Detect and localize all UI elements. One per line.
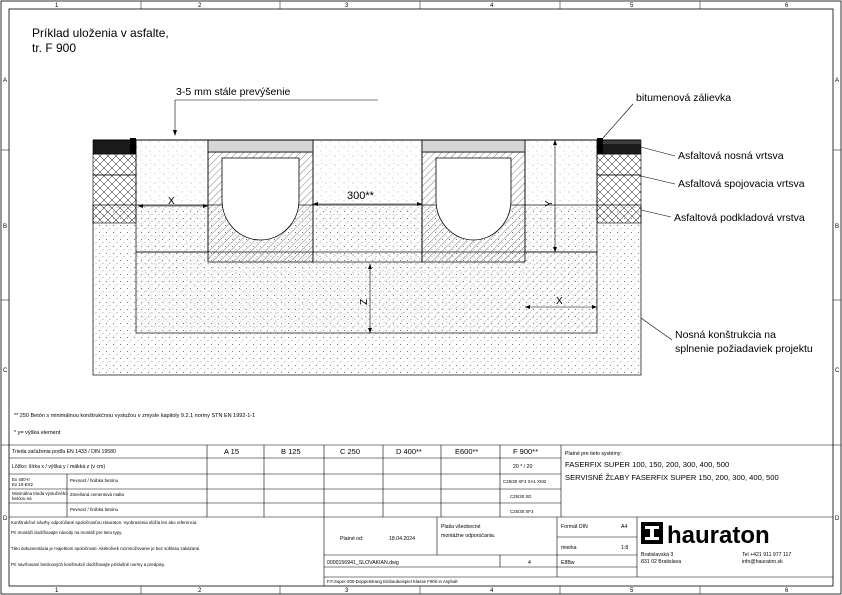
asphalt-binder-left — [93, 154, 136, 175]
row5-label: Pevnosť / hrúbka betónu — [70, 507, 119, 512]
address-line1: Bratislavská 3 — [641, 552, 674, 558]
drawing-title-line1: Príklad uloženia v asfalte, — [32, 26, 169, 40]
asphalt-base-left — [93, 175, 136, 223]
row4-label2: betónu na — [12, 496, 32, 501]
col-5: 5 — [630, 3, 634, 9]
validity-line1: Platia všeobecné — [441, 524, 481, 530]
grate-left — [208, 140, 313, 152]
row2-label: Lôžko: šírka x / výška y / mäkká z (v cm) — [12, 464, 106, 470]
asphalt-top-right-inner — [597, 140, 641, 144]
col-2-bottom: 2 — [198, 588, 202, 594]
row-b: B — [3, 224, 8, 230]
row3-label2: Ex 10-EX2 — [12, 482, 33, 487]
haunch-right — [525, 140, 597, 252]
asphalt-top-left — [93, 140, 136, 154]
footnote-2: * y= výška element — [14, 430, 61, 436]
row2-value: 20 * / 20 — [513, 464, 533, 470]
label-layer1: Asfaltová nosná vrtsva — [678, 150, 784, 162]
phone: Tel +421 911 977 117 — [742, 552, 792, 558]
row4-label3: Zmiešaná cementová malta — [70, 492, 124, 497]
label-overheight: 3-5 mm stále prevýšenie — [176, 86, 291, 98]
table-text — [12, 447, 779, 514]
note-3: Táto dokumentácia je majetkom spoločnosti. Akékoľvek rozmnožovanie je bez súhlasu zakázané. — [11, 546, 201, 551]
dim-x-right: X — [556, 296, 563, 307]
dim-300: 300** — [347, 190, 374, 202]
row-b-right: B — [835, 224, 840, 230]
row-a-right: A — [835, 78, 840, 84]
title-block-text — [327, 524, 628, 584]
row-c-right: C — [835, 368, 840, 374]
row3-sublabel: Pevnosť / hrúbka betónu — [70, 478, 119, 483]
col-3-bottom: 3 — [345, 588, 349, 594]
drawing-title-line2: tr. F 900 — [32, 41, 77, 55]
col-4-bottom: 4 — [490, 588, 494, 594]
scale-label: mierka — [561, 545, 577, 551]
col-1-bottom: 1 — [55, 588, 59, 594]
caption: F.F.Super-200-Doppelstrang Einbaubeispiel Klasse F900 in Asphalt — [327, 579, 458, 584]
email: info@hauraton.sk — [742, 559, 783, 565]
format-value: A4 — [621, 524, 628, 530]
footnote-1: ** 250 Betón s minimálnou konštrukčnou vystužou v zmysle kapitoly 9.2.1 normy STN EN 1992-1-1 — [14, 413, 256, 419]
channel-right-cavity — [436, 158, 511, 240]
format-label: Formát DIN — [561, 524, 588, 530]
label-bitumen: bitumenová zálievka — [636, 92, 732, 104]
dim-z: Z — [359, 298, 370, 305]
row5-value: C25/30 XF3 — [510, 509, 534, 514]
class-e600: E600** — [455, 447, 479, 456]
valid-line2: SERVISNÉ ŽĽABY FASERFIX SUPER 150, 200, 300, 400, 500 — [565, 473, 779, 482]
address-line2: 831 02 Bratislava — [641, 559, 682, 565]
table-row-header: Trieda zaťaženia podľa EN 1433 / DIN 19580 — [12, 449, 116, 455]
row-d: D — [3, 516, 8, 522]
channel-left-cavity — [222, 158, 299, 240]
hauraton-logo — [641, 522, 770, 549]
col-6: 6 — [785, 3, 789, 9]
validity-line2: montážne odporúčania. — [441, 533, 496, 539]
class-d400: D 400** — [396, 447, 422, 456]
row3-label1: Ex 400-II — [12, 477, 30, 482]
cross-section — [93, 138, 641, 375]
note-1: Konštrukčné návrhy odporúčané spoločnosťou Hauraton. Vyobrazenia slúžia len ako referencia. — [11, 520, 198, 525]
note-4: Pri navrhovaní betónových konštrukcií dodržiavajte príslušné normy a predpisy. — [11, 562, 165, 567]
col-1: 1 — [55, 3, 59, 9]
col-6-bottom: 6 — [785, 588, 789, 594]
date: 18.04.2024 — [389, 536, 415, 542]
dim-y: Y — [544, 200, 555, 207]
label-layer3: Asfaltová podkladová vrstva — [674, 212, 805, 224]
sheet-number: 4 — [528, 560, 531, 566]
class-f900: F 900** — [513, 447, 539, 456]
row-c: C — [3, 368, 8, 374]
class-c250: C 250 — [340, 447, 361, 456]
note-2: Pri montáži dodržiavajte návody na montáž pre tieto typy. — [11, 530, 123, 535]
row3-value: C25/30 XF4 XA1 XM2 — [503, 479, 547, 484]
label-layer2: Asfaltová spojovacia vrtsva — [678, 178, 805, 190]
class-b125: B 125 — [281, 447, 301, 456]
col-2: 2 — [198, 3, 202, 9]
col-3: 3 — [345, 3, 349, 9]
grate-right — [422, 140, 525, 152]
class-a15: A 15 — [224, 447, 240, 456]
valid-line1: FASERFIX SUPER 100, 150, 200, 300, 400, 500 — [565, 460, 730, 469]
label-subbase-line1: Nosná konštrukcia na — [675, 329, 776, 341]
row-d-right: D — [835, 516, 840, 522]
asphalt-base-right — [597, 175, 641, 223]
asphalt-binder-right — [597, 154, 641, 175]
revision: E8Bw — [561, 560, 575, 566]
drawn-label: Platné od: — [340, 536, 364, 542]
file-name: 0000156941_SLOVAKIAN.dwg — [327, 560, 399, 566]
row4-value: C25/30 XD — [510, 494, 532, 499]
row4-label1: Minimálna trieda výstužného — [12, 491, 68, 496]
valid-title: Platné pre tieto systémy: — [565, 451, 622, 457]
col-5-bottom: 5 — [630, 588, 634, 594]
col-4: 4 — [490, 3, 494, 9]
row-a: A — [3, 78, 8, 84]
dim-x-left: X — [168, 196, 175, 207]
notes — [11, 520, 200, 567]
logo-wordmark: hauraton — [667, 522, 770, 549]
scale-value: 1:8 — [621, 545, 629, 551]
label-subbase-line2: splnenie požiadaviek projektu — [675, 343, 813, 355]
